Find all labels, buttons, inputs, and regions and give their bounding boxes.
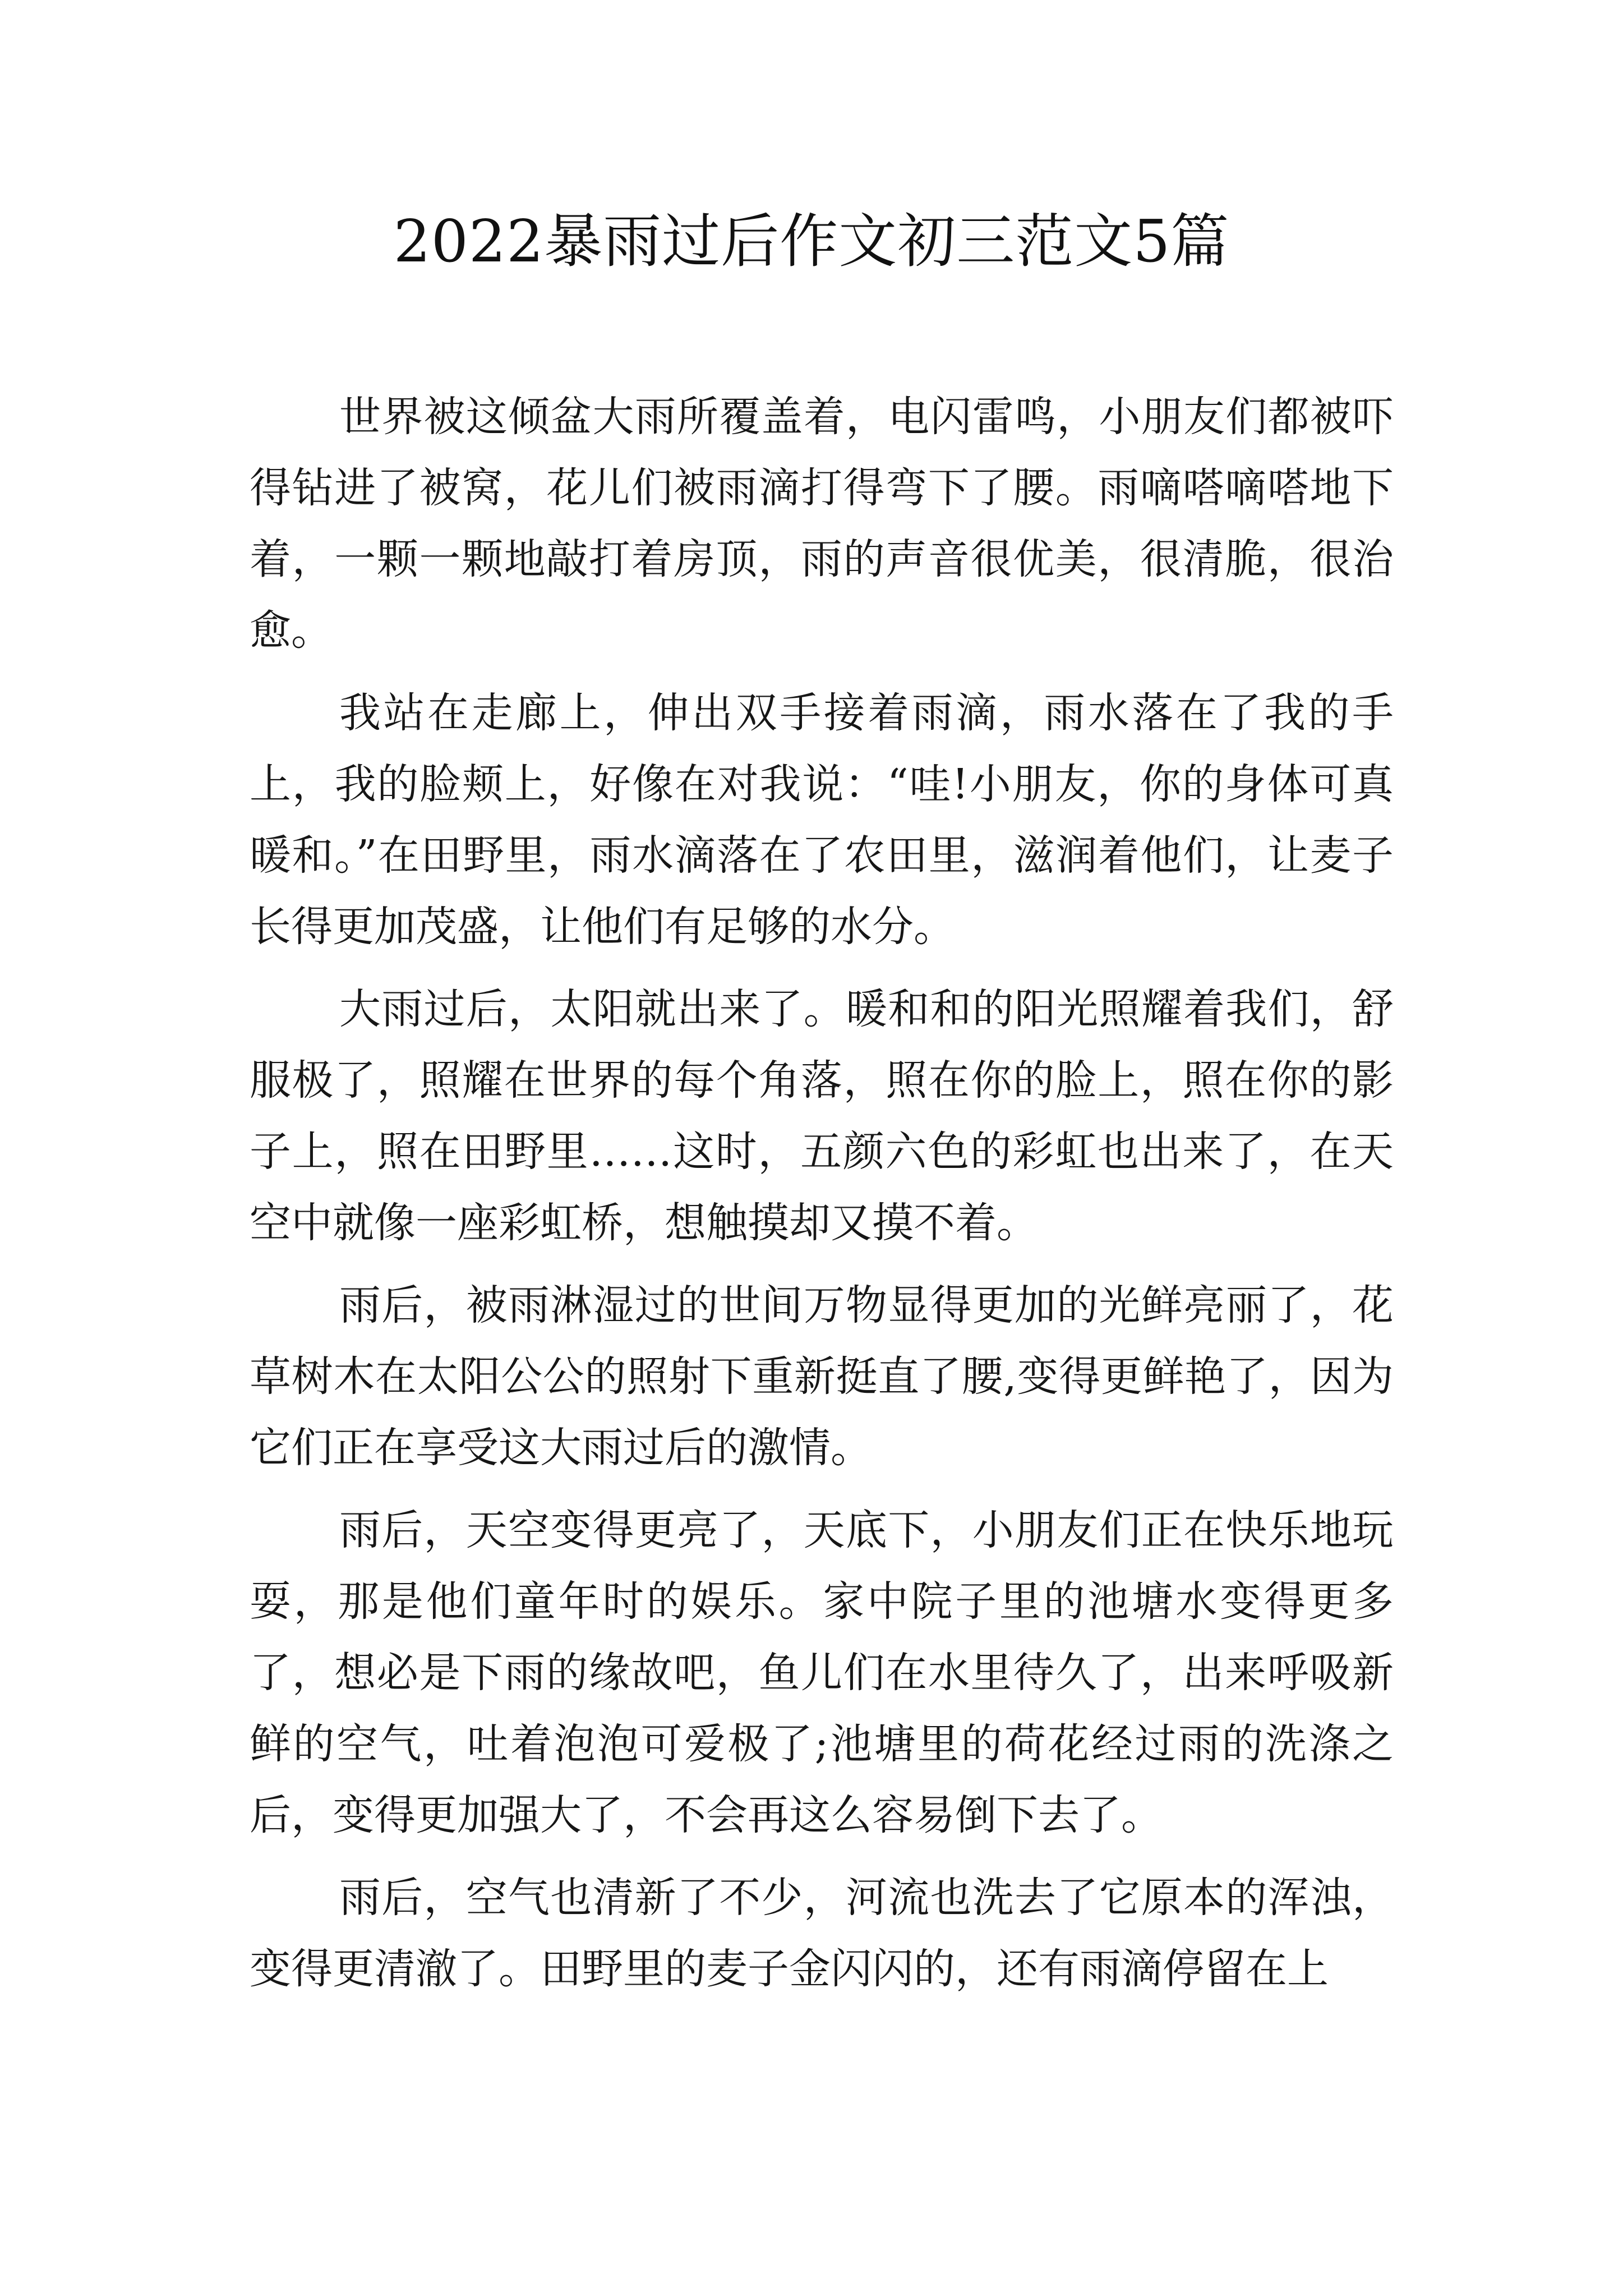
document-title: 2022暴雨过后作文初三范文5篇 [393,207,1230,275]
paragraph: 我站在走廊上，伸出双手接着雨滴，雨水落在了我的手上，我的脸颊上，好像在对我说：“哇!小朋友，你的身体可真暖和。”在田野里，雨水滴落在了农田里，滋润着他们，让麦子长得更加茂盛，让他们有足够的水分。 [250,689,1394,951]
document-body [250,381,1394,2005]
paragraph: 雨后，被雨淋湿过的世间万物显得更加的光鲜亮丽了，花草树木在太阳公公的照射下重新挺直了腰,变得更鲜艳了，因为它们正在享受这大雨过后的激情。 [250,1281,1394,1472]
paragraph: 大雨过后，太阳就出来了。暖和和的阳光照耀着我们，舒服极了，照耀在世界的每个角落，照在你的脸上，照在你的影子上，照在田野里……这时，五颜六色的彩虹也出来了，在天空中就像一座彩虹桥，想触摸却又摸不着。 [250,985,1394,1247]
paragraph: 世界被这倾盆大雨所覆盖着，电闪雷鸣，小朋友们都被吓得钻进了被窝，花儿们被雨滴打得弯下了腰。雨嘀嗒嘀嗒地下着，一颗一颗地敲打着房顶，雨的声音很优美，很清脆，很治愈。 [250,393,1394,655]
paragraph: 雨后，空气也清新了不少，河流也洗去了它原本的浑浊，变得更清澈了。田野里的麦子金闪闪的，还有雨滴停留在上 [250,1874,1394,1993]
paragraph: 雨后，天空变得更亮了，天底下，小朋友们正在快乐地玩耍，那是他们童年时的娱乐。家中院子里的池塘水变得更多了，想必是下雨的缘故吧，鱼儿们在水里待久了，出来呼吸新鲜的空气，吐着泡泡可爱极了;池塘里的荷花经过雨的洗涤之后，变得更加强大了，不会再这么容易倒下去了。 [250,1506,1394,1839]
